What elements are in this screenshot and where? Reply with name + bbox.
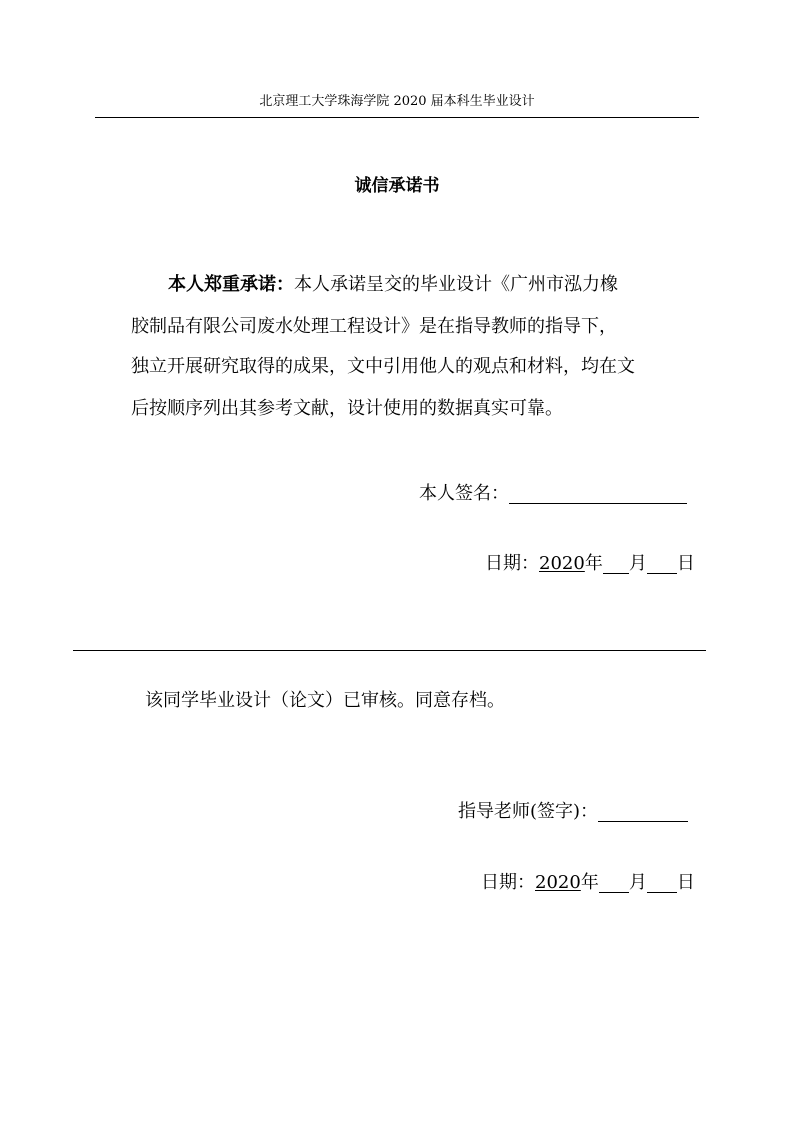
advisor-signature-blank[interactable] (598, 801, 688, 822)
approval-statement: 该同学毕业设计（论文）已审核。同意存档。 (145, 690, 505, 711)
student-signature-label: 本人签名： (419, 483, 509, 504)
pledge-line-3: 独立开展研究取得的成果，文中引用他人的观点和材料，均在文 (131, 356, 635, 377)
student-signature-row (419, 481, 687, 507)
student-date-day-blank[interactable] (647, 553, 677, 574)
advisor-signature-row (458, 799, 688, 825)
document-title: 诚信承诺书 (354, 176, 440, 196)
student-signature-blank[interactable] (509, 483, 687, 504)
student-date-year: 2020 (539, 553, 585, 574)
advisor-date-month: 月 (628, 872, 647, 893)
student-date-row (485, 551, 695, 577)
page-header: 北京理工大学珠海学院 2020 届本科生毕业设计 (259, 94, 535, 109)
pledge-line-1-text: 本人承诺呈交的毕业设计《广州市泓力橡 (294, 274, 618, 295)
header-divider (95, 117, 699, 118)
advisor-date-day-blank[interactable] (647, 872, 677, 893)
student-date-day: 日 (676, 553, 695, 574)
advisor-date-year-suffix: 年 (580, 872, 599, 893)
pledge-lead: 本人郑重承诺： (168, 274, 294, 295)
advisor-date-month-blank[interactable] (599, 872, 629, 893)
advisor-date-day: 日 (676, 872, 695, 893)
student-date-month: 月 (628, 553, 647, 574)
advisor-date-row (481, 870, 695, 896)
section-divider (73, 650, 706, 651)
advisor-date-year: 2020 (535, 872, 581, 893)
student-date-month-blank[interactable] (603, 553, 629, 574)
advisor-signature-label: 指导老师(签字)： (458, 801, 599, 822)
pledge-line-4: 后按顺序列出其参考文献，设计使用的数据真实可靠。 (131, 398, 563, 419)
pledge-line-2: 胶制品有限公司废水处理工程设计》是在指导教师的指导下， (131, 316, 617, 337)
advisor-date-label: 日期： (481, 872, 535, 893)
pledge-line-1 (168, 272, 618, 298)
student-date-year-suffix: 年 (584, 553, 603, 574)
student-date-label: 日期： (485, 553, 539, 574)
